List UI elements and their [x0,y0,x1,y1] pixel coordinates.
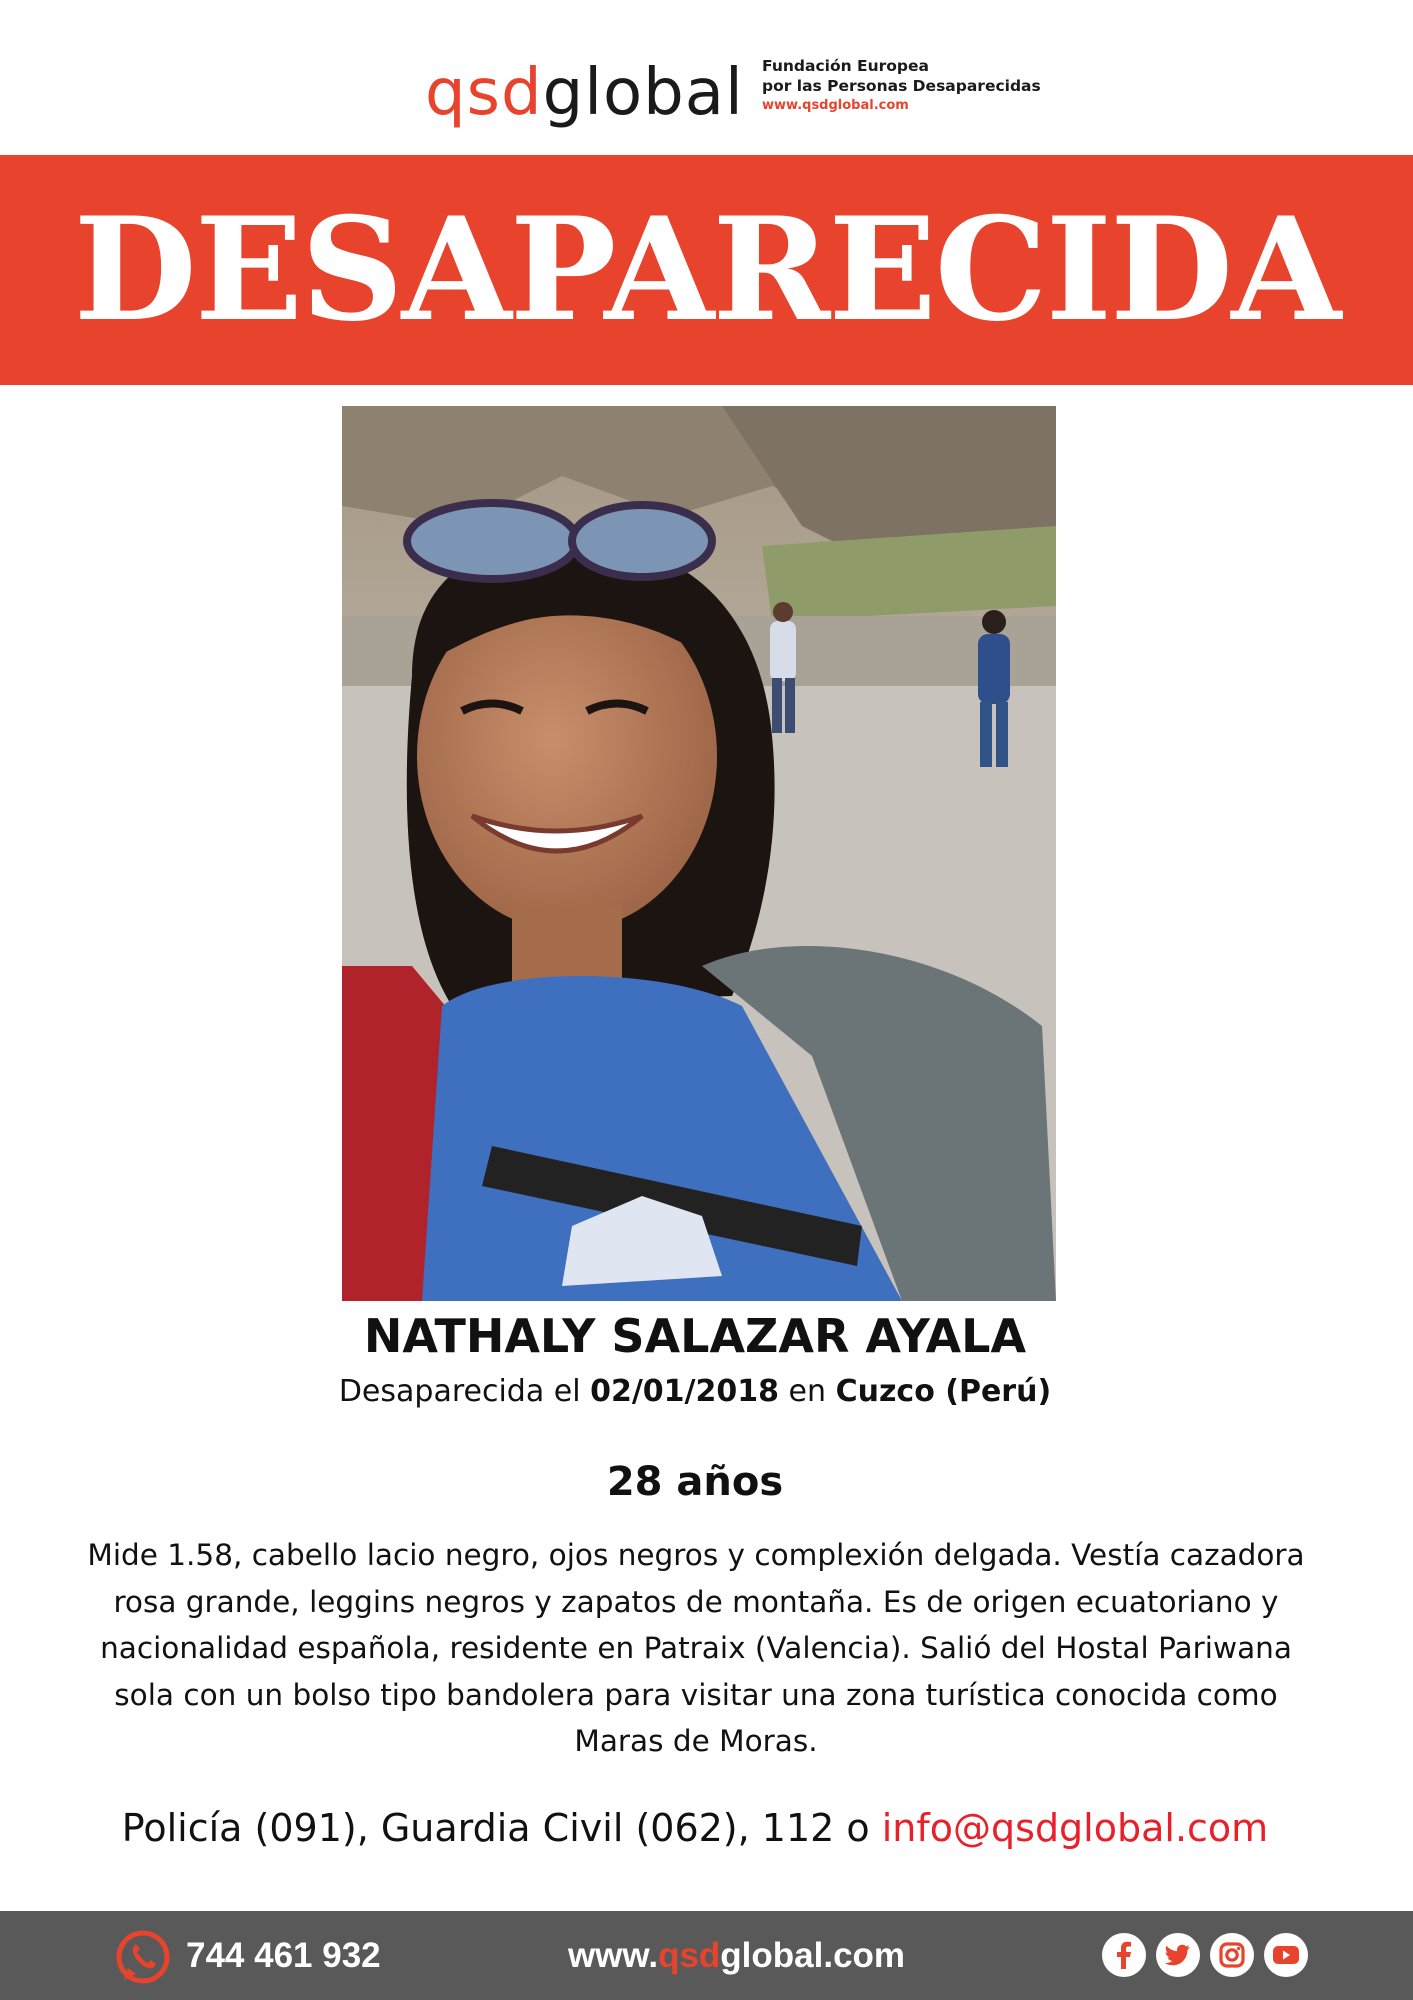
footer-bar [0,1911,1413,2000]
youtube-icon[interactable] [1264,1933,1308,1977]
logo-url[interactable]: www.qsdglobal.com [762,98,909,113]
missing-in: en [788,1374,827,1409]
instagram-icon[interactable] [1210,1933,1254,1977]
logo-global: global [542,56,744,130]
web-suffix: global.com [720,1936,906,1975]
web-qsd: qsd [658,1936,721,1975]
missing-prefix: Desaparecida el [338,1374,581,1409]
logo-qsd: qsd [425,56,543,130]
missing-info [0,1367,1390,1417]
missing-date: 02/01/2018 [590,1374,779,1409]
footer-website[interactable] [0,1911,1413,2000]
contact-numbers: Policía (091), Guardia Civil (062), 112 o [121,1806,870,1850]
logo-tagline [762,56,1041,116]
logo-line2: por las Personas Desaparecidas [762,77,1041,95]
photo-illustration [342,406,1056,1301]
person-photo [342,406,1056,1301]
person-age: 28 años [606,1459,784,1505]
title-banner [0,155,1413,385]
web-prefix: www. [567,1936,659,1975]
contact-email-link[interactable]: info@qsdglobal.com [881,1806,1269,1850]
banner-title: DESAPARECIDA [73,187,1340,353]
missing-place: Cuzco (Perú) [835,1374,1052,1409]
logo-wordmark [425,48,744,138]
twitter-icon[interactable] [1156,1933,1200,1977]
contact-line [0,1798,1390,1858]
person-description: Mide 1.58, cabello lacio negro, ojos negros y complexión delgada. Vestía cazadora rosa grande, leggins negros y zapatos de montaña. Es de origen ecuatoriano y nacionalidad española, residente en Patraix (Valencia). Salió del Hostal Pariwana sola con un bolso tipo bandolera para visitar una zona turística conocida como Maras de Moras. [87,1538,1305,1758]
facebook-icon[interactable] [1102,1933,1146,1977]
logo [425,48,1041,138]
logo-line1: Fundación Europea [762,57,930,75]
person-name: NATHALY SALAZAR AYALA [363,1309,1027,1363]
footer-phone[interactable]: 744 461 932 [186,1936,381,1975]
